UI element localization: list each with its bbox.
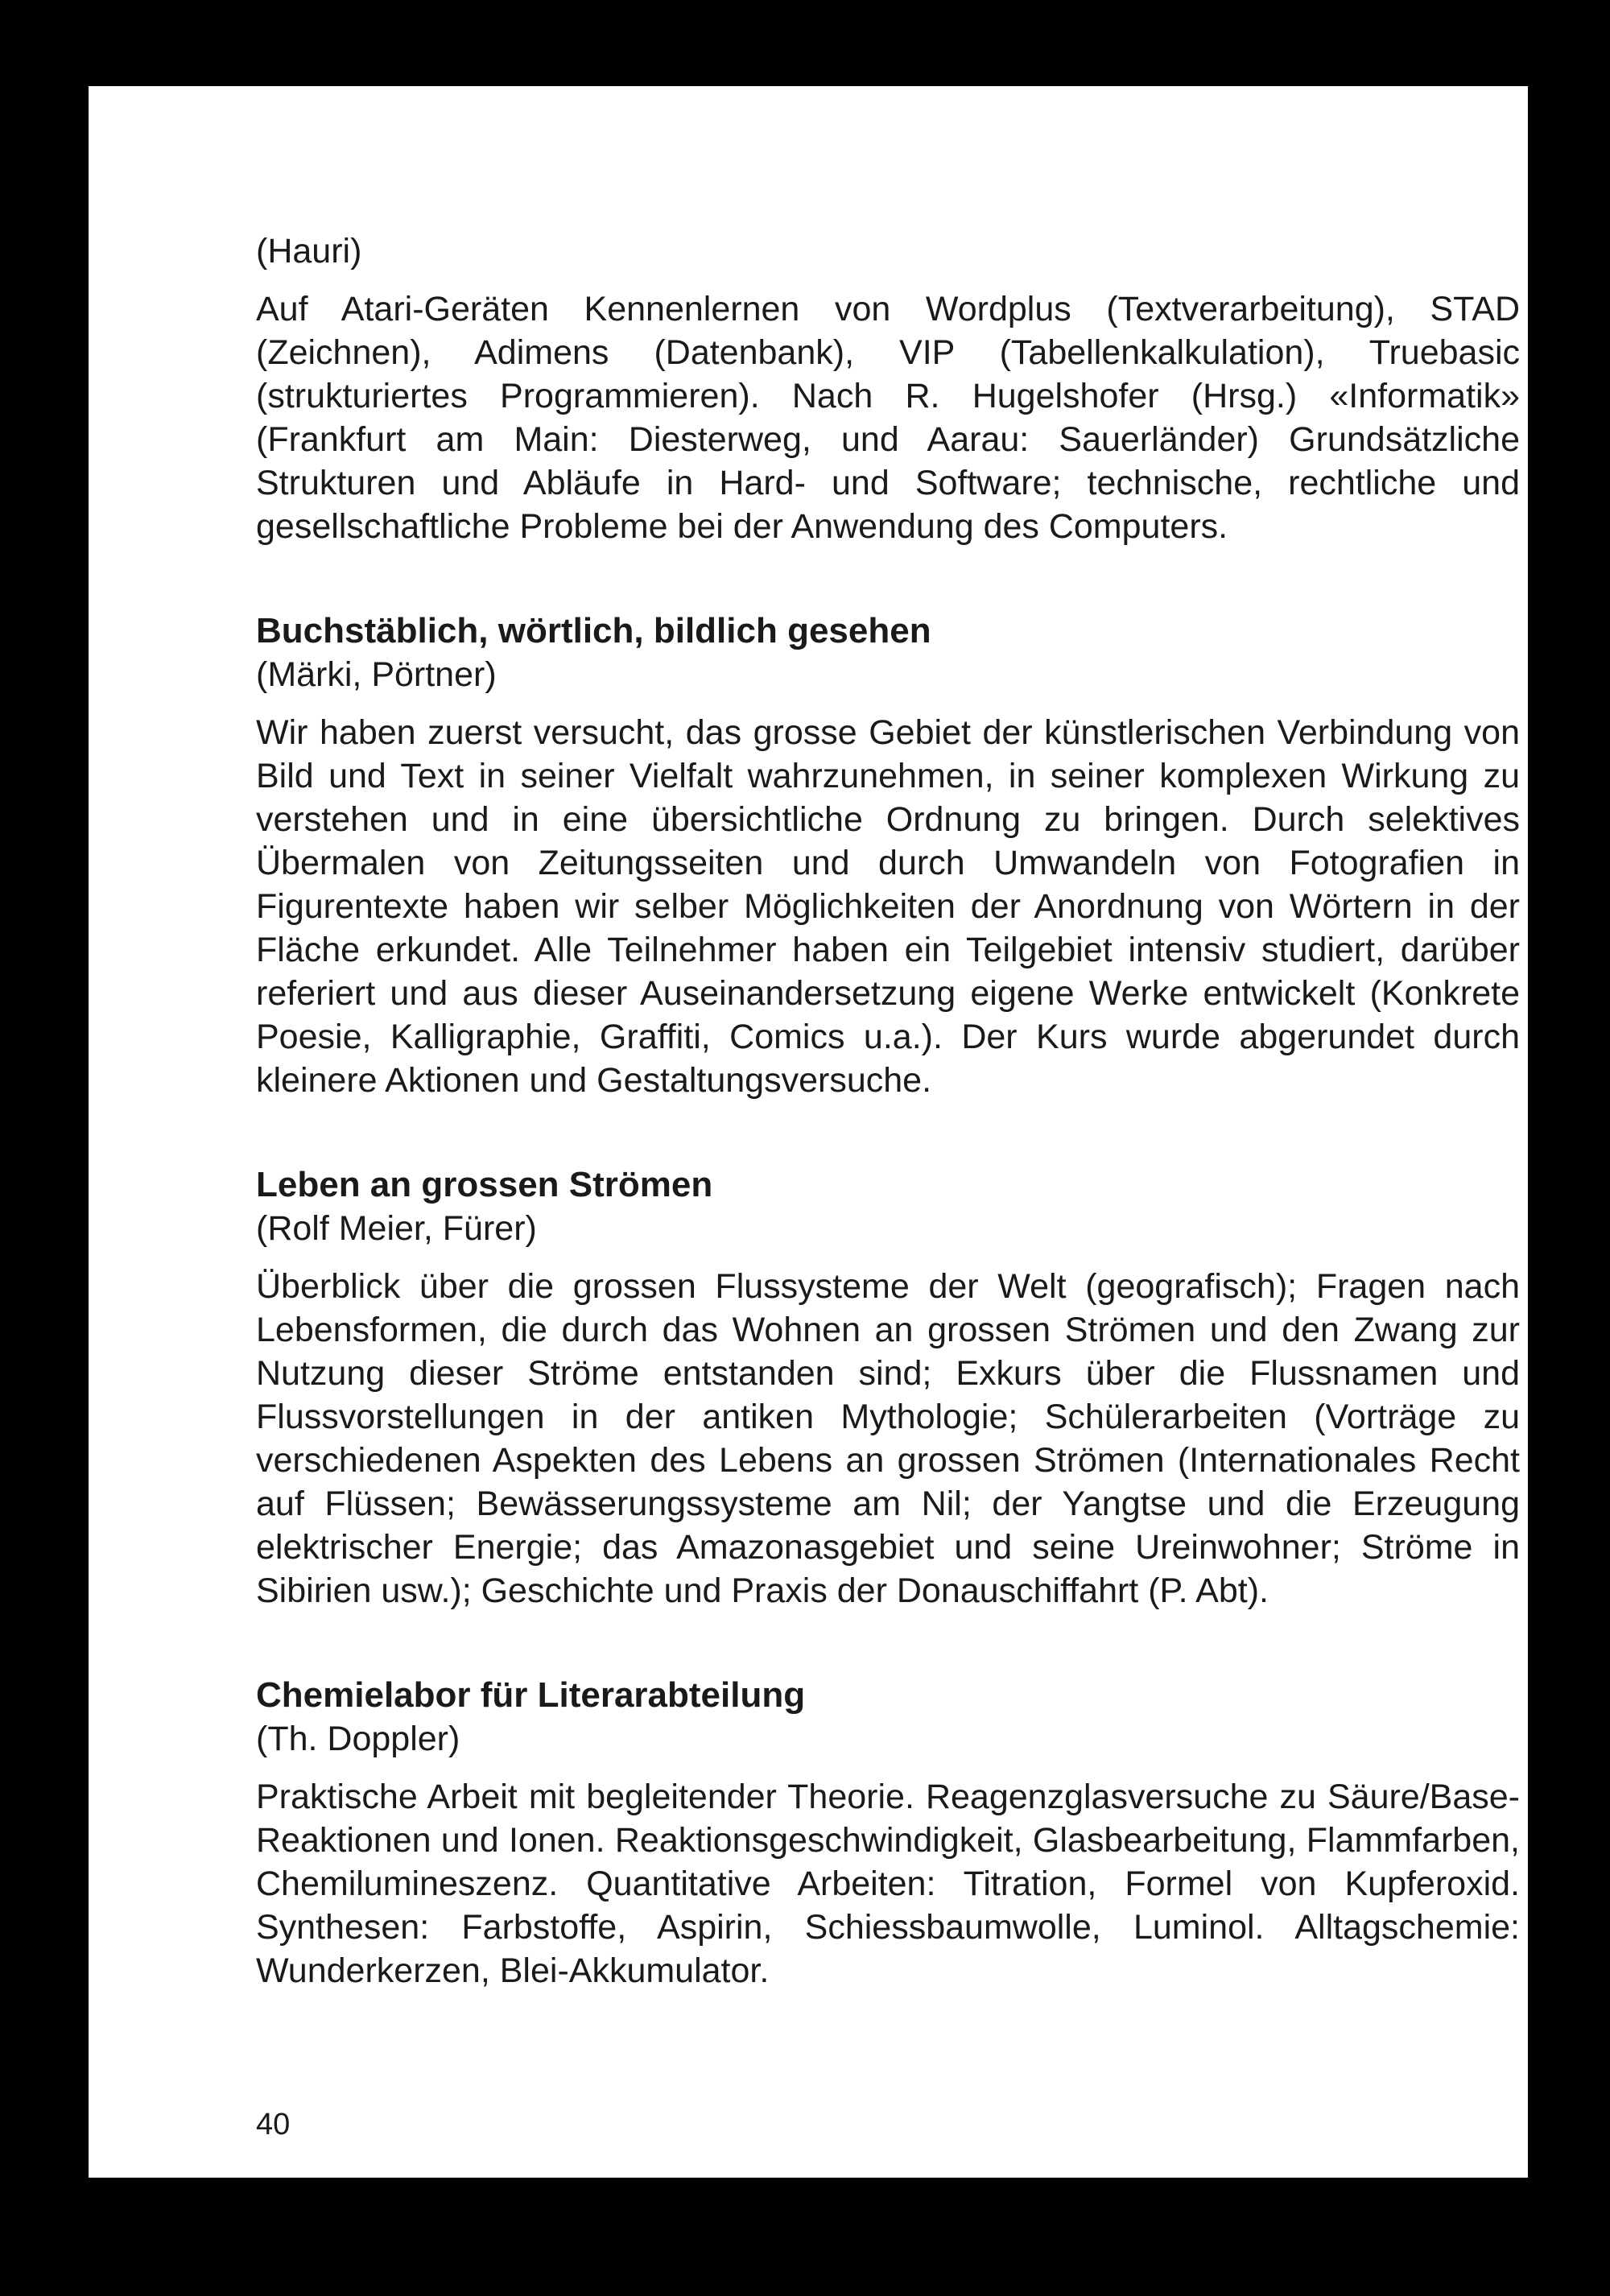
section-heading: Chemielabor für Literarabteilung [256, 1675, 806, 1715]
section-chemielabor [256, 1674, 1520, 1992]
section-author: (Rolf Meier, Fürer) [256, 1209, 537, 1248]
section-buchstaeblich [256, 609, 1520, 1102]
section-author: (Th. Doppler) [256, 1720, 460, 1758]
section-stroemen [256, 1163, 1520, 1613]
section-paragraph: Praktische Arbeit mit begleitender Theorie. Reagenzglasversuche zu Säure/Base-Reaktionen und Ionen. Reaktionsgeschwindigkeit, Glasbearbeitung, Flammfarben, Chemilumineszenz. Quantitative Arbeiten: Titration, Formel von Kupferoxid. Synthesen: Farbstoffe, Aspirin, Schiessbaumwolle, Luminol. Alltagschemie: Wunderkerzen, Blei-Akkumulator. [256, 1778, 1520, 1990]
section-heading: Leben an grossen Strömen [256, 1165, 713, 1204]
section-paragraph: Überblick über die grossen Flussysteme der Welt (geografisch); Fragen nach Lebensformen, die durch das Wohnen an grossen Strömen und den Zwang zur Nutzung dieser Ströme entstanden sind; Exkurs über die Flussnamen und Flussvorstellungen in der antiken Mythologie; Schülerarbeiten (Vorträge zu verschiedenen Aspekten des Lebens an grossen Strömen (Internationales Recht auf Flüssen; Bewässerungssysteme am Nil; der Yangtse und die Erzeugung elektrischer Energie; das Amazonasgebiet und seine Ureinwohner; Ströme in Sibirien usw.); Geschichte und Praxis der Donauschiffahrt (P. Abt). [256, 1267, 1520, 1610]
section-paragraph: Wir haben zuerst versucht, das grosse Gebiet der künstlerischen Verbindung von Bild und Text in seiner Vielfalt wahrzunehmen, in seiner komplexen Wirkung zu verstehen und in eine übersichtliche Ordnung zu bringen. Durch selektives Übermalen von Zeitungsseiten und durch Umwandeln von Fotografien in Figurentexte haben wir selber Möglichkeiten der Anordnung von Wörtern in der Fläche erkundet. Alle Teilnehmer haben ein Teilgebiet intensiv studiert, darüber referiert und aus dieser Auseinandersetzung eigene Werke entwickelt (Konkrete Poesie, Kalligraphie, Graffiti, Comics u.a.). Der Kurs wurde abgerundet durch kleinere Aktionen und Gestaltungsversuche. [256, 713, 1520, 1100]
section-informatik [256, 229, 1520, 548]
document-page [89, 86, 1528, 2178]
section-author: (Märki, Pörtner) [256, 655, 497, 694]
page-content [256, 229, 1520, 1992]
section-author: (Hauri) [256, 232, 362, 270]
section-paragraph: Auf Atari-Geräten Kennenlernen von Wordplus (Textverarbeitung), STAD (Zeichnen), Adimens (Datenbank), VIP (Tabellenkalkulation), Truebasic (strukturiertes Programmieren). Nach R. Hugelshofer (Hrsg.) «Informatik» (Frankfurt am Main: Diesterweg, und Aarau: Sauerländer) Grundsätzliche Strukturen und Abläufe in Hard- und Software; technische, rechtliche und gesellschaftliche Probleme bei der Anwendung des Computers. [256, 290, 1520, 546]
page-number: 40 [256, 2108, 291, 2141]
section-heading: Buchstäblich, wörtlich, bildlich gesehen [256, 611, 931, 650]
